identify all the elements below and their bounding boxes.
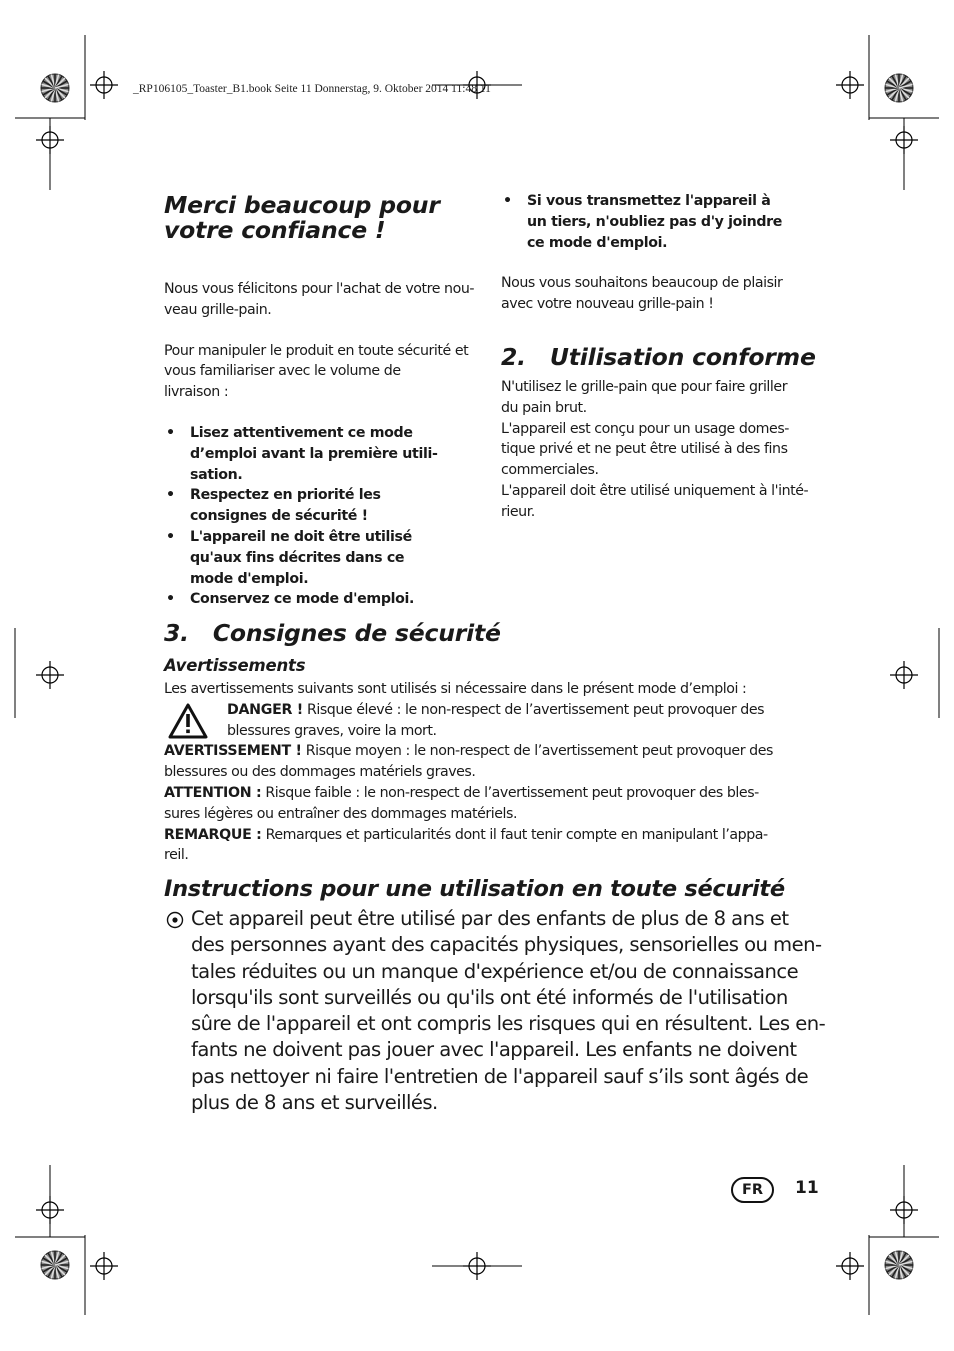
avertissement-entry: AVERTISSEMENT ! Risque moyen : le non-respect de l’avertissement peut provoquer des blessures ou des dommages matériels graves. — [164, 743, 773, 781]
list-item: • L'appareil ne doit être utilisé qu'aux fins décrites dans ce mode d'emploi. — [166, 528, 412, 587]
print-info-line: _RP106105_Toaster_B1.book Seite 11 Donnerstag, 9. Oktober 2014 11:48 11 — [133, 83, 491, 95]
page-number: 11 — [795, 1178, 819, 1198]
list-item: • Conservez ce mode d'emploi. — [166, 591, 415, 608]
thanks-heading-l2: votre confiance ! — [164, 216, 386, 244]
warnings-block — [164, 679, 844, 866]
circle-dot-bullet-icon — [166, 911, 184, 929]
section-2-heading: 2. Utilisation conforme — [501, 342, 816, 371]
wish-paragraph: Nous vous souhaitons beaucoup de plaisir avec votre nouveau grille-pain ! — [501, 275, 783, 313]
right-column — [501, 191, 831, 523]
warnings-subheading: Avertissements — [164, 656, 306, 675]
warnings-intro: Les avertissements suivants sont utilisés si nécessaire dans le présent mode d’emploi : — [164, 681, 747, 697]
instructions-text: Cet appareil peut être utilisé par des enfants de plus de 8 ans et des personnes ayant des capacités physiques, sensorielles ou men- tales réduites ou un manque d'expérience et/ou de connaissance lorsqu'ils sont surveillés ou qu'ils ont été informés de l'utilisation sûre de l'appareil et ont compris les risques qui en résultent. Les en- fants ne doivent pas jouer avec l'appareil. Les enfants ne doivent pas nettoyer ni faire l'entretien de l'appareil sauf s’ils sont âgés de plus de 8 ans et surveillés. — [191, 907, 826, 1115]
language-badge: FR — [731, 1177, 774, 1203]
handling-paragraph: Pour manipuler le produit en toute sécurité et vous familiariser avec le volume de livraison : — [164, 342, 469, 401]
warning-triangle-icon — [167, 702, 209, 740]
thanks-heading — [164, 193, 484, 243]
list-item: • Si vous transmettez l'appareil à un tiers, n'oubliez pas d'y joindre ce mode d'emploi. — [503, 193, 783, 251]
safety-bullet-list — [164, 423, 484, 610]
thanks-heading-l1: Merci beaucoup pour — [164, 191, 440, 219]
section-2-text: N'utilisez le grille-pain que pour faire griller du pain brut. L'appareil est conçu pour un usage domes- tique privé et ne peut être utilisé à des fins commerciales. L'appareil doit être utilisé uniquement à l'inté- rieur. — [501, 378, 809, 520]
danger-entry: DANGER ! Risque élevé : le non-respect de l’avertissement peut provoquer des blessures graves, voire la mort. — [164, 700, 844, 742]
list-item: • Lisez attentivement ce mode d’emploi avant la première utili- sation. — [166, 424, 438, 483]
left-column — [164, 193, 484, 610]
instructions-block — [164, 906, 844, 1116]
attention-entry: ATTENTION : Risque faible : le non-respect de l’avertissement peut provoquer des bles- sures légères ou entraîner des dommages matériels. — [164, 784, 759, 822]
list-item: • Respectez en priorité les consignes de sécurité ! — [166, 487, 381, 525]
section-3-heading: 3. Consignes de sécurité — [164, 619, 501, 647]
handover-bullet — [501, 191, 831, 253]
instructions-heading: Instructions pour une utilisation en toute sécurité — [164, 876, 785, 902]
intro-paragraph: Nous vous félicitons pour l'achat de votre nou- veau grille-pain. — [164, 281, 475, 318]
remarque-entry: REMARQUE : Remarques et particularités dont il faut tenir compte en manipulant l’appa- reil. — [164, 826, 768, 864]
